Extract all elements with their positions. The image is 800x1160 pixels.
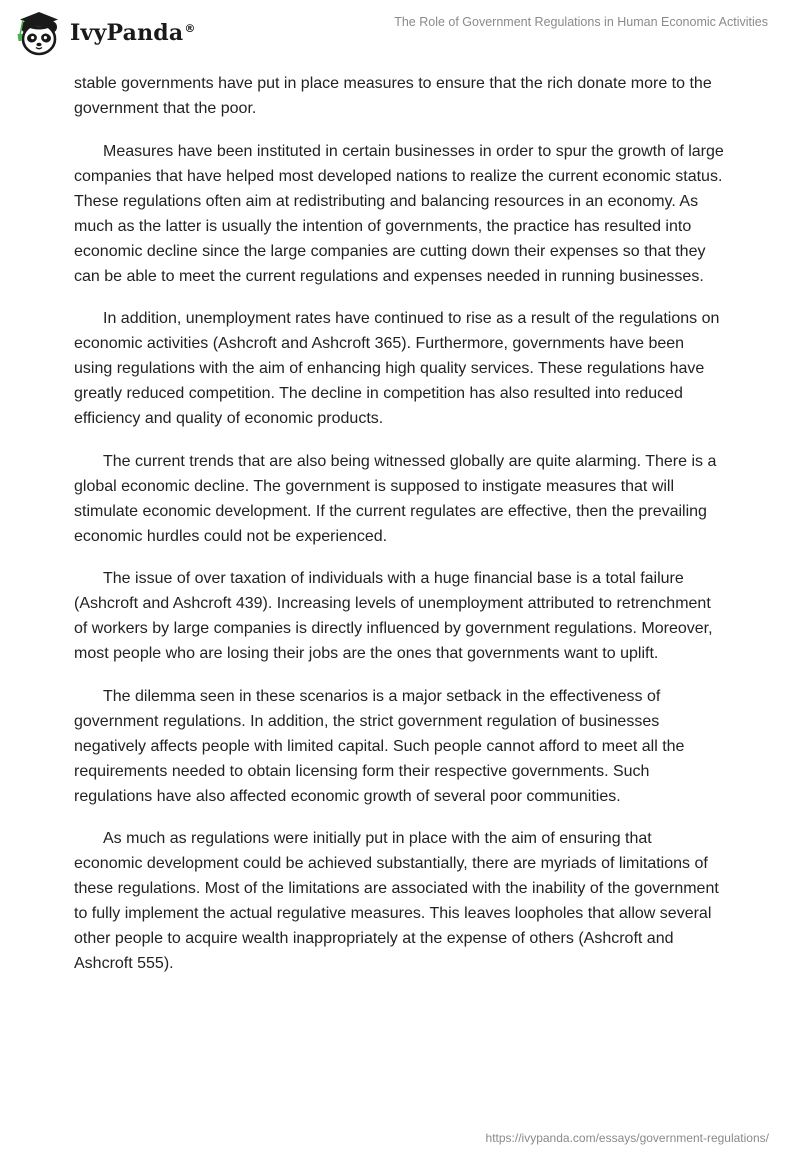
panda-graduation-cap-icon	[14, 8, 64, 58]
paragraph: As much as regulations were initially put in place with the aim of ensuring that economic development could be achieved substantially, there are myriads of limitations of these regulations. Most of the limitations are associated with the inability of the government to fully implement the actual regulative measures. This leaves loopholes that allow several other people to acquire wealth inappropriately at the expense of others (Ashcroft and Ashcroft 555).	[74, 830, 719, 972]
paragraph: The dilemma seen in these scenarios is a major setback in the effectiveness of government regulations. In addition, the strict government regulation of businesses negatively affects people with limited capital. Such people cannot afford to meet all the requirements needed to obtain licensing form their respective governments. Such regulations have also affected economic growth of several poor communities.	[74, 687, 685, 805]
paragraph: Measures have been instituted in certain businesses in order to spur the growth of large companies that have helped most developed nations to realize the current economic status. These regulations often aim at redistributing and balancing resources in an economy. As much as the latter is usually the intention of governments, the practice has resulted into economic decline since the large companies are cutting down their expenses so that they can be able to meet the current regulations and expenses needed in running businesses.	[74, 142, 724, 285]
registered-mark: ®	[184, 21, 196, 35]
paragraph: The current trends that are also being witnessed globally are quite alarming. There is a global economic decline. The government is supposed to instigate measures that will stimulate economic development. If the current regulates are effective, then the prevailing economic hurdles could not be experienced.	[74, 452, 717, 545]
logo-wordmark	[70, 20, 196, 46]
essay-body	[74, 71, 724, 994]
document-title: The Role of Government Regulations in Human Economic Activities	[394, 15, 768, 29]
brand-name: IvyPanda	[70, 20, 184, 46]
ivypanda-logo[interactable]	[14, 8, 196, 58]
paragraph: The issue of over taxation of individuals with a huge financial base is a total failure (Ashcroft and Ashcroft 439). Increasing levels of unemployment attributed to retrenchment of workers by large companies is directly influenced by government regulations. Moreover, most people who are losing their jobs are the ones that governments want to uplift.	[74, 570, 713, 662]
paragraph: In addition, unemployment rates have continued to rise as a result of the regulations on economic activities (Ashcroft and Ashcroft 365). Furthermore, governments have been using regulations with the aim of enhancing high quality services. These regulations have greatly reduced competition. The decline in competition has also resulted into reduced efficiency and quality of economic products.	[74, 310, 720, 427]
paragraph: stable governments have put in place measures to ensure that the rich donate more to the government that the poor.	[74, 75, 712, 117]
page-header	[0, 0, 800, 70]
source-url-link[interactable]: https://ivypanda.com/essays/government-regulations/	[485, 1131, 769, 1145]
